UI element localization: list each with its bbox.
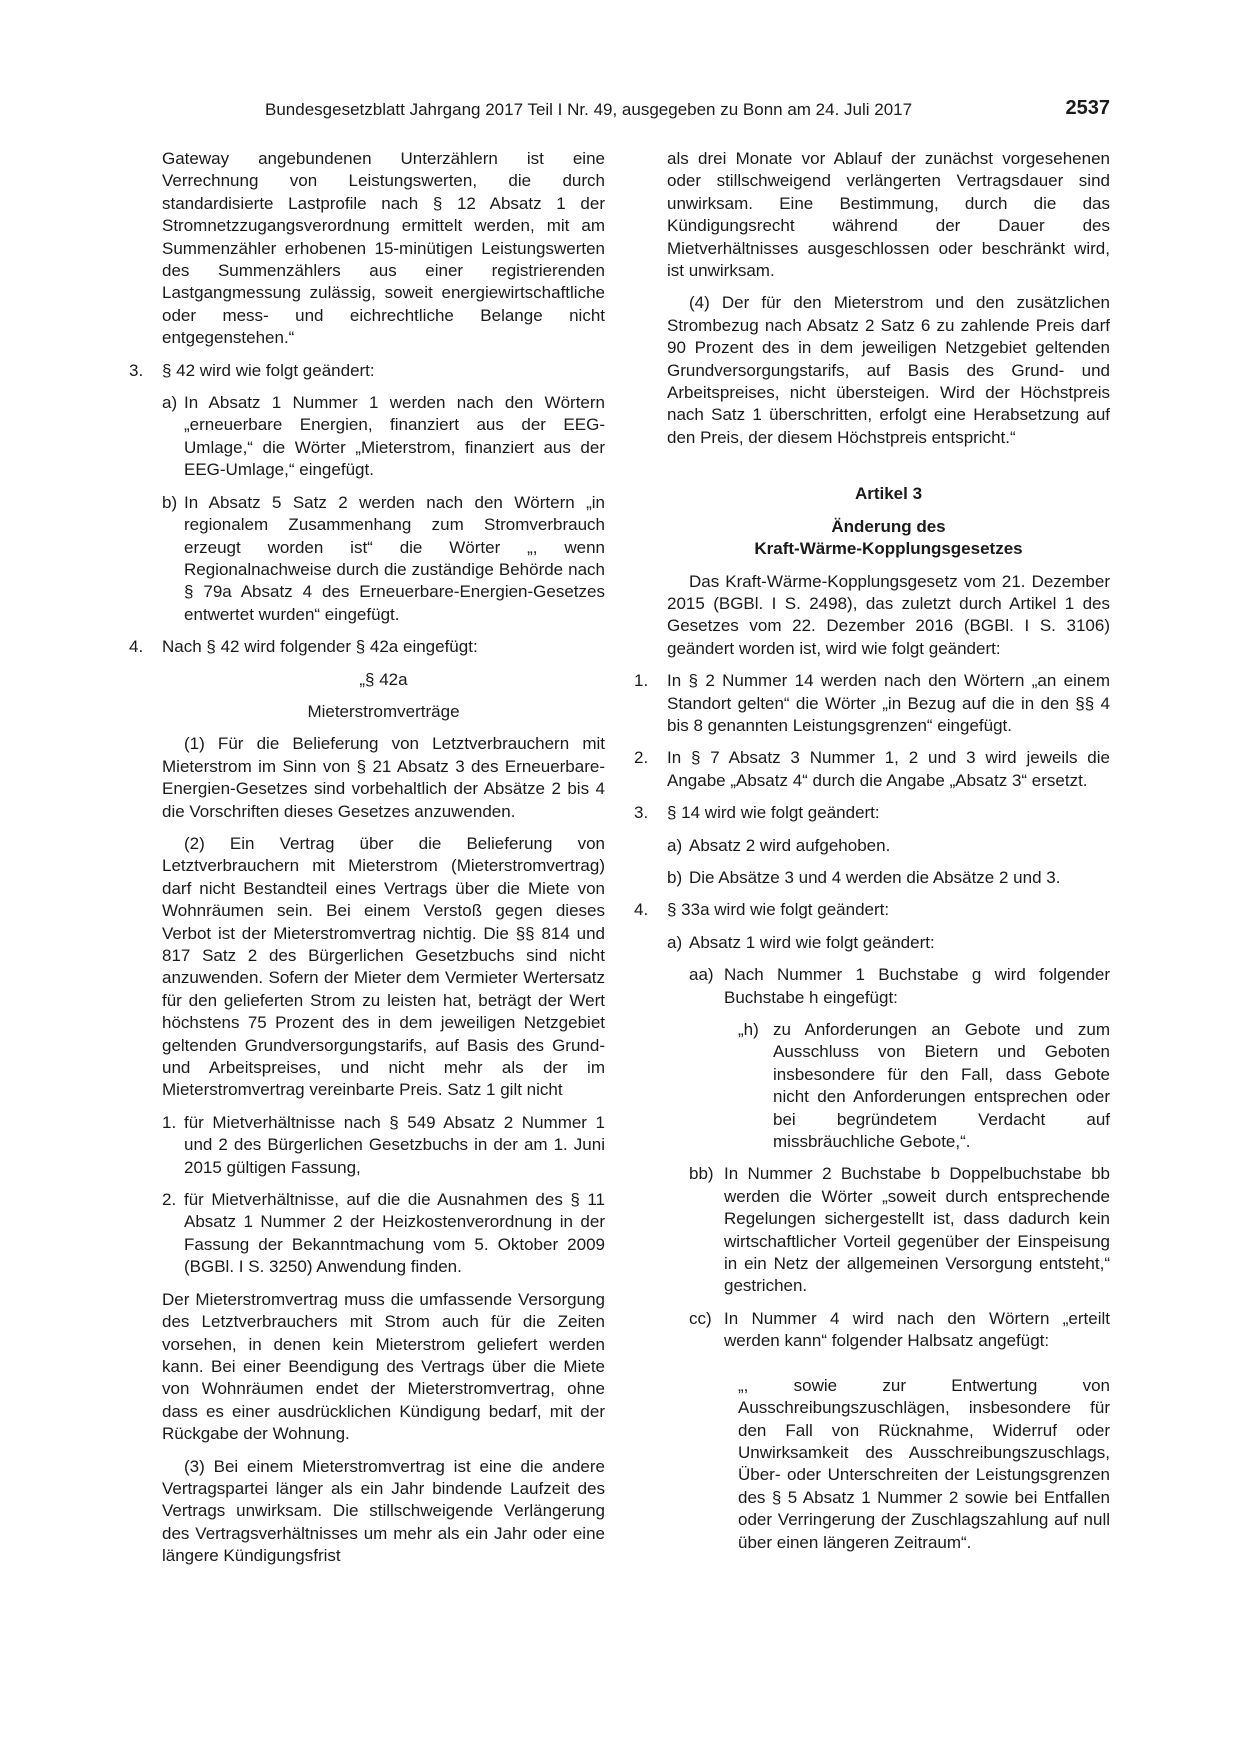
item-number: 2. xyxy=(634,748,649,768)
sub-item-2 xyxy=(162,1189,605,1279)
paragraph-2-continued: Der Mieterstromvertrag muss die umfassende Versorgung des Letztverbrauchers mit Strom auch für die Zeiten vorsehen, in denen kein Mieterstrom geliefert werden kann. Bei einer Beendigung des Vertrags über die Miete von Wohnräumen endet der Mieterstromvertrag, ohne dass es einer ausdrücklichen Kündigung bedarf, mit der Rückgabe der Wohnung. xyxy=(162,1289,605,1444)
item-number: 4. xyxy=(129,637,144,657)
item-text: § 14 wird wie folgt geändert: xyxy=(667,803,880,823)
paragraph-3: (3) Bei einem Mieterstromvertrag ist eine die andere Vertragspartei länger als ein Jahr bindende Laufzeit des Vertrags unwirksam. Die stillschweigende Verlängerung des Vertragsverhältnisses um mehr als ein Jahr oder eine längere Kündigungsfrist xyxy=(162,1456,605,1566)
item-letter: bb) xyxy=(689,1164,714,1184)
list-item-4a xyxy=(667,932,1110,954)
paragraph-1: (1) Für die Belieferung von Letztverbrauchern mit Mieterstrom im Sinn von § 21 Absatz 3 des Erneuerbare-Energien-Gesetzes sind vorbehaltlich der Absätze 2 bis 4 die Vorschriften dieses Gesetzes anzuwenden. xyxy=(162,734,605,821)
item-text: In Absatz 5 Satz 2 werden nach den Wörtern „in regionalem Zusammenhang zum Stromverbrauch erzeugt worden ist“ die Wörter „, wenn Regionalnachweise durch die zuständige Behörde nach § 79a Absatz 4 des Erneuerbare-Energien-Gesetzes entwertet wurden“ eingefügt. xyxy=(184,492,605,624)
item-number: 3. xyxy=(129,360,144,380)
page-header xyxy=(265,97,1110,124)
sub-item-1 xyxy=(162,1112,605,1179)
item-text: In Absatz 1 Nummer 1 werden nach den Wörtern „erneuerbare Energien, finanziert aus der EEG-Umlage,“ die Wörter „Mieterstrom, finanziert aus der EEG-Umlage,“ eingefügt. xyxy=(184,393,605,480)
inserted-clause-quote: „, sowie zur Entwertung von Ausschreibungszuschlägen, insbesondere für den Fall von Rücknahme, Widerruf oder Unwirksamkeit des Ausschreibungszuschlags, Über- oder Unterschreiten der Leistungsgrenzen des § 5 Absatz 1 Nummer 2 sowie bei Entfallen oder Verringerung der Zuschlagszahlung auf null über einen längeren Zeitraum“. xyxy=(738,1375,1110,1552)
item-text: § 42 wird wie folgt geändert: xyxy=(162,360,375,380)
article-intro: Das Kraft-Wärme-Kopplungsgesetz vom 21. Dezember 2015 (BGBl. I S. 2498), das zuletzt durch Artikel 1 des Gesetzes vom 22. Dezember 2016 (BGBl. I S. 3106) geändert worden ist, wird wie folgt geändert: xyxy=(667,571,1110,658)
left-intro-paragraph: Gateway angebundenen Unterzählern ist eine Verrechnung von Leistungswerten, die durch standardisierte Lastprofile nach § 12 Absatz 1 der Stromnetzzugangsverordnung ermittelt werden, mit am Summenzähler erhobenen 15-minütigen Leistungswerten des Summenzählers aus einer registrierenden Lastgangmessung zulässig, soweit energiewirtschaftliche oder mess- und eichrechtliche Belange nicht entgegenstehen.“ xyxy=(162,149,605,348)
list-item-4a-bb xyxy=(667,1163,1110,1297)
item-text: für Mietverhältnisse, auf die die Ausnahmen des § 11 Absatz 1 Nummer 2 der Heizkostenverordnung in der Fassung der Bekanntmachung vom 5. Oktober 2009 (BGBl. I S. 3250) Anwendung finden. xyxy=(184,1190,605,1277)
item-number: 4. xyxy=(634,900,649,920)
list-item-3 xyxy=(129,360,605,382)
list-item-4 xyxy=(634,899,1110,921)
list-item-3a xyxy=(162,392,605,482)
item-text: In Nummer 4 wird nach den Wörtern „erteilt werden kann“ folgender Halbsatz angefügt: xyxy=(724,1308,1110,1351)
item-text: zu Anforderungen an Gebote und zum Ausschluss von Bietern und Geboten insbesondere für den Fall, dass Gebote nicht den Anforderungen entsprechen oder bei begründetem Verdacht auf missbräuchliche Gebote,“. xyxy=(773,1020,1110,1152)
list-item-4a-cc xyxy=(667,1308,1110,1353)
list-item-2 xyxy=(634,747,1110,792)
item-number: 1. xyxy=(634,671,649,691)
list-item-4 xyxy=(129,636,605,658)
item-letter: cc) xyxy=(689,1308,712,1328)
item-number: 3. xyxy=(634,803,649,823)
item-number: 1. xyxy=(162,1112,177,1132)
right-column xyxy=(634,148,1110,1554)
article-title-line-1: Änderung des xyxy=(831,516,946,536)
list-item-1 xyxy=(634,670,1110,737)
list-item-4a-aa xyxy=(667,964,1110,1009)
item-text: Absatz 1 wird wie folgt geändert: xyxy=(689,932,935,952)
item-letter: b) xyxy=(667,867,683,887)
item-text: § 33a wird wie folgt geändert: xyxy=(667,900,890,920)
item-letter: a) xyxy=(162,393,178,413)
item-text: Nach Nummer 1 Buchstabe g wird folgender Buchstabe h eingefügt: xyxy=(724,965,1110,1007)
article-number: Artikel 3 xyxy=(854,484,923,504)
item-letter: a) xyxy=(667,835,683,855)
item-letter: a) xyxy=(667,932,683,952)
list-item-3b xyxy=(667,867,1110,889)
section-title: Mieterstromverträge xyxy=(307,701,460,721)
list-item-3a xyxy=(667,835,1110,857)
item-letter: „h) xyxy=(738,1020,759,1039)
paragraph-2: (2) Ein Vertrag über die Belieferung von Letztverbrauchern mit Mieterstrom (Mieterstromvertrag) darf nicht Bestandteil eines Vertrags über die Miete von Wohnräumen sein. Bei einem Verstoß gegen dieses Verbot ist der Mieterstromvertrag nichtig. Die §§ 814 und 817 Satz 2 des Bürgerlichen Gesetzbuchs sind nicht anzuwenden. Sofern der Mieter dem Vermieter Wertersatz für den gelieferten Strom zu leisten hat, beträgt der Wert höchstens 75 Prozent des in dem jeweiligen Netzgebiet geltenden Grundversorgungstarifs, auf Basis des Grund- und Arbeitspreises, und nicht mehr als der im Mieterstromvertrag vereinbarte Preis. Satz 1 gilt nicht xyxy=(162,833,605,1100)
item-text: Die Absätze 3 und 4 werden die Absätze 2 und 3. xyxy=(689,867,1061,887)
section-number: „§ 42a xyxy=(359,669,408,689)
item-text: In § 2 Nummer 14 werden nach den Wörtern „an einem Standort gelten“ die Wörter „in Bezug auf die in den §§ 4 bis 8 genannten Leistungsgrenzen“ eingefügt. xyxy=(667,671,1110,735)
item-letter: b) xyxy=(162,492,178,512)
item-text: Absatz 2 wird aufgehoben. xyxy=(689,835,891,855)
paragraph-4: (4) Der für den Mieterstrom und den zusätzlichen Strombezug nach Absatz 2 Satz 6 zu zahlende Preis darf 90 Prozent des in dem jeweiligen Netzgebiet geltenden Grundversorgungstarifs, auf Basis des Grund- und Arbeitspreises, nicht übersteigen. Wird der Höchstpreis nach Satz 1 überschritten, erfolgt eine Herabsetzung auf den Preis, der diesem Höchstpreis entspricht.“ xyxy=(667,293,1110,447)
left-column xyxy=(129,148,605,1568)
header-title: Bundesgesetzblatt Jahrgang 2017 Teil I Nr. 49, ausgegeben zu Bonn am 24. Juli 2017 xyxy=(265,100,913,119)
list-item-4a-aa-h xyxy=(667,1019,1110,1153)
page-number: 2537 xyxy=(1065,97,1110,119)
item-text: für Mietverhältnisse nach § 549 Absatz 2 Nummer 1 und 2 des Bürgerlichen Gesetzbuchs in der am 1. Juni 2015 gültigen Fassung, xyxy=(184,1112,605,1177)
item-text: Nach § 42 wird folgender § 42a eingefügt: xyxy=(162,637,478,657)
item-text: In Nummer 2 Buchstabe b Doppelbuchstabe bb werden die Wörter „soweit durch entsprechende Regelungen sichergestellt ist, dass dadurch kein wirtschaftlicher Vorteil gegenüber der Einspeisung in ein Netz der allgemeinen Versorgung entsteht,“ gestrichen. xyxy=(724,1164,1110,1296)
item-letter: aa) xyxy=(689,965,714,985)
list-item-3b xyxy=(162,492,605,626)
list-item-3 xyxy=(634,802,1110,824)
item-number: 2. xyxy=(162,1190,177,1210)
article-title-line-2: Kraft-Wärme-Kopplungsgesetzes xyxy=(754,539,1023,559)
paragraph-3-continued: als drei Monate vor Ablauf der zunächst vorgesehenen oder stillschweigend verlängerten Vertragsdauer sind unwirksam. Eine Bestimmung, durch die das Kündigungsrecht während der Dauer des Mietverhältnisses ausgeschlossen oder beschränkt wird, ist unwirksam. xyxy=(667,149,1110,281)
item-text: In § 7 Absatz 3 Nummer 1, 2 und 3 wird jeweils die Angabe „Absatz 4“ durch die Angabe „Absatz 3“ ersetzt. xyxy=(667,748,1110,790)
